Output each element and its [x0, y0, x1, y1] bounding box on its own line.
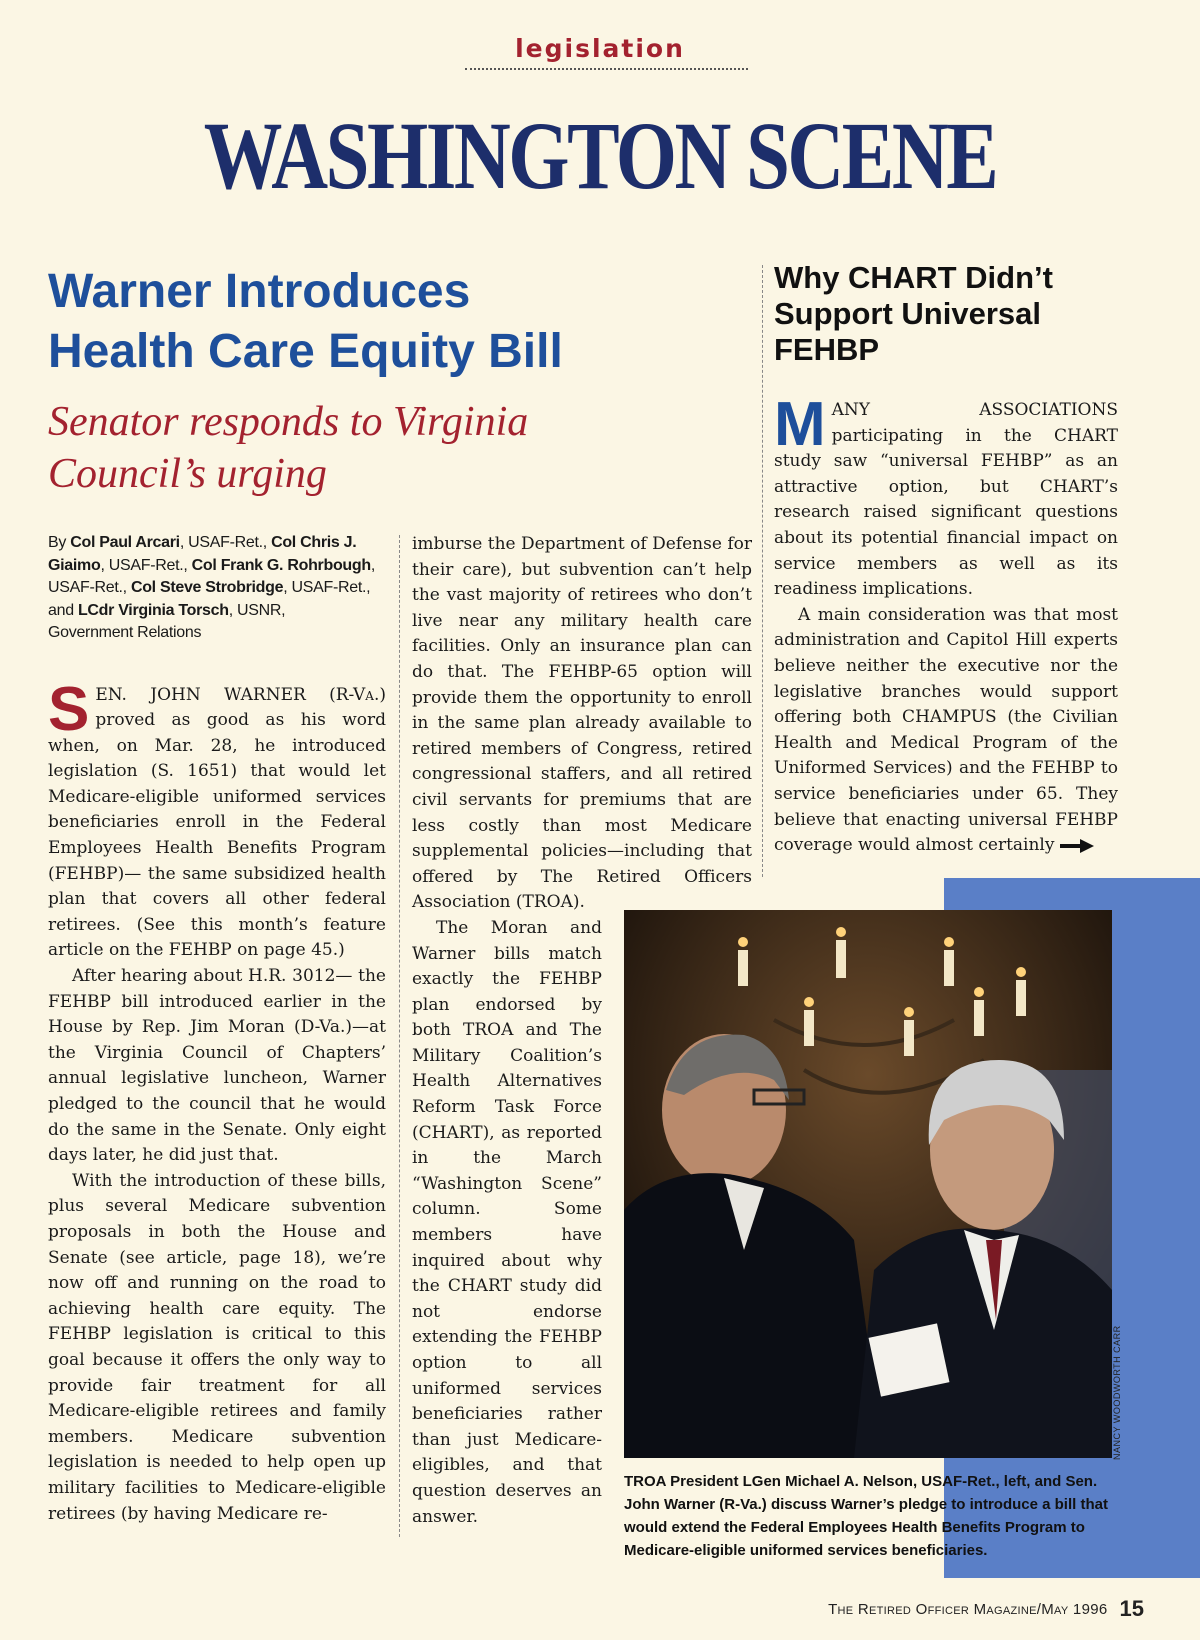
page-footer — [828, 1596, 1144, 1622]
author-rank: , USAF-Ret., — [100, 556, 192, 574]
article-column-1 — [48, 532, 386, 1527]
sidebar-headline — [774, 260, 1118, 368]
drop-cap: S — [48, 674, 90, 744]
section-rule — [465, 68, 748, 70]
column-rule — [399, 535, 400, 1537]
column-rule — [762, 265, 763, 877]
paragraph-text: participating in the CHART study saw “universal FEHBP” as an attractive option, but CHART’s research raised significant questions about its potential financial impact on service members as well as its readiness implications. — [774, 425, 1118, 600]
author-rank: , USNR, — [228, 601, 286, 619]
lead-in: EN. JOHN WARNER (R-Va.) — [95, 684, 386, 705]
author-department: Government Relations — [48, 624, 202, 641]
article-headline — [48, 262, 698, 382]
section-tag: legislation — [515, 34, 685, 63]
article-deck — [48, 396, 698, 500]
byline-prefix: By — [48, 534, 71, 551]
author-rank: , USAF-Ret., and — [48, 579, 371, 619]
author-rank: , USAF-Ret., — [179, 534, 272, 551]
paragraph-text: A main consideration was that most administration and Capitol Hill experts believe neither the executive nor the legislative branches would support offering both CHAMPUS (the Civilian Health and Medical Program of the Uniformed Services) and the FEHBP to service beneficiaries under 65. They believe that enacting universal FEHBP coverage would almost certainly — [774, 604, 1118, 856]
article-paragraph: With the introduction of these bills, plus several Medicare subvention proposals in both the House and Senate (see article, page 18), we’re now off and running on the road to achieving health care equity. The FEHBP legislation is critical to this goal because it offers the only way to provide fair treatment for all Medicare-eligible retirees and family members. Medicare subvention legislation is needed to help open up military facilities to Medicare-eligible retirees (by having Medicare re- — [48, 1170, 386, 1524]
article-paragraph: imburse the Department of Defense for their care), but subvention can’t help the vast majority of retirees who don’t live near any military health care facilities. Only an insurance plan can do that. The FEHBP-65 option will provide them the opportunity to enroll in the same plan already available to retired members of Congress, retired congressional staffers, and all retired civil servants for premiums that are less costly than most Medicare supplemental policies—including that offered by The Retired Officers Association (TROA). — [412, 534, 752, 913]
sidebar-column — [774, 260, 1118, 859]
sidebar-headline-line: FEHBP — [774, 332, 880, 367]
deck-line-1: Senator responds to Virginia — [48, 399, 529, 445]
headline-line-1: Warner Introduces — [48, 265, 471, 318]
author-name: Col Steve Strobridge — [130, 579, 284, 596]
continued-arrow-icon — [1060, 839, 1094, 853]
sidebar-headline-line: Support Universal — [774, 296, 1041, 331]
sidebar-paragraph — [774, 603, 1118, 859]
deck-line-2: Council’s urging — [48, 451, 327, 497]
paragraph-text: proved as good as his word when, on Mar. 28, he introduced legislation (S. 1651) that would let Medicare-eligible uniformed services beneficiaries enroll in the Federal Employees Health Benefits Program (FEHBP)— the same subsidized health plan that covers all other federal retirees. (See this month’s feature article on the FEHBP on page 45.) — [48, 710, 386, 961]
photo-caption: TROA President LGen Michael A. Nelson, USAF-Ret., left, and Sen. John Warner (R-Va.) discuss Warner’s pledge to introduce a bill that would extend the Federal Employees Health Benefits Program to Medicare-eligible uniformed services beneficiaries. — [624, 1473, 1108, 1559]
news-photo — [624, 910, 1112, 1458]
article-paragraph — [48, 674, 386, 965]
author-name: Col Chris J. Giaimo — [48, 534, 357, 574]
photo-illustration — [624, 910, 1112, 1458]
drop-cap: M — [774, 390, 826, 459]
article-paragraph: After hearing about H.R. 3012— the FEHBP bill introduced earlier in the House by Rep. Jim Moran (D-Va.)—at the Virginia Council of Chapters’ annual legislative luncheon, Warner pledged to the council that he would do the same in the Senate. Only eight days later, he did just that. — [48, 966, 386, 1166]
photo-credit: NANCY WOODWORTH CARR — [1112, 1325, 1122, 1460]
author-name: Col Frank G. Rohrbough — [191, 556, 371, 574]
author-rank: , USAF-Ret., — [48, 556, 375, 596]
lead-in: ANY ASSOCIATIONS — [831, 400, 1118, 420]
byline — [48, 532, 386, 645]
sidebar-headline-line: Why CHART Didn’t — [774, 260, 1053, 295]
page-number: 15 — [1119, 1596, 1144, 1621]
publication-name: The Retired Officer Magazine/May 1996 — [828, 1601, 1108, 1618]
author-name: Col Paul Arcari — [70, 534, 180, 551]
headline-line-2: Health Care Equity Bill — [48, 325, 563, 378]
masthead: WASHINGTON SCENE — [203, 102, 997, 209]
sidebar-paragraph — [774, 390, 1118, 603]
author-name: LCdr Virginia Torsch — [77, 601, 229, 619]
article-paragraph: The Moran and Warner bills match exactly the FEHBP plan endorsed by both TROA and The Military Coalition’s Health Alternatives Reform Task Force (CHART), as reported in the March “Washington Scene” column. Some members have inquired about why the CHART study did not endorse extending the FEHBP option to all uniformed services beneficiaries rather than just Medicare-eligibles, and that question deserves an answer. — [412, 917, 602, 1527]
